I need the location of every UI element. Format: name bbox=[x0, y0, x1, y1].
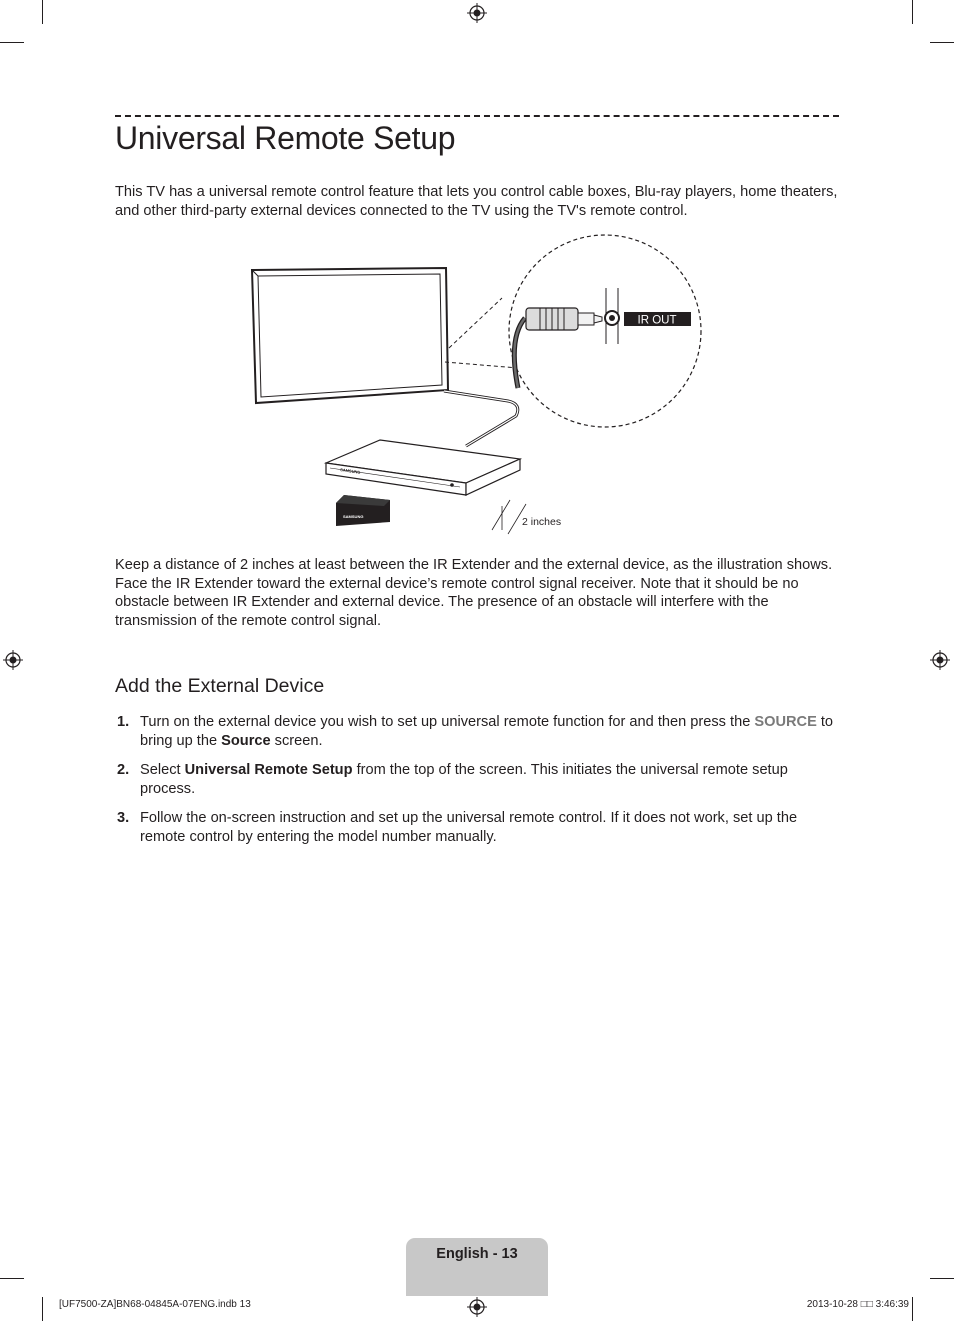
external-device-illustration bbox=[326, 440, 520, 495]
ir-out-label: IR OUT bbox=[637, 314, 677, 327]
crop-mark bbox=[42, 1297, 43, 1321]
ir-extender-illustration bbox=[240, 228, 720, 548]
universal-remote-setup-keyword: Universal Remote Setup bbox=[184, 762, 353, 778]
crop-mark bbox=[0, 42, 24, 43]
list-item bbox=[115, 761, 845, 799]
step-number: 3. bbox=[117, 810, 130, 826]
ir-extender-illustration-block bbox=[336, 495, 390, 526]
section-divider bbox=[115, 115, 839, 117]
crop-mark bbox=[0, 1278, 24, 1279]
crop-mark bbox=[912, 0, 913, 24]
step-text: Follow the on-screen instruction and set up the universal remote control. If it does not work, set up the remote control by entering the model number manually. bbox=[140, 810, 798, 845]
registration-mark-icon bbox=[930, 650, 950, 670]
tv-illustration bbox=[252, 268, 448, 403]
intro-paragraph: This TV has a universal remote control feature that lets you control cable boxes, Blu-ray players, home theaters, and other third-party external devices connected to the TV using the TV's remote control. bbox=[115, 184, 838, 219]
crop-mark bbox=[912, 1297, 913, 1321]
step-text: to bring up the bbox=[140, 714, 834, 749]
step-text: from the top of the screen. This initiates the universal remote setup process. bbox=[140, 762, 788, 797]
step-text: screen. bbox=[270, 733, 323, 749]
step-number: 2. bbox=[117, 762, 130, 778]
source-screen-keyword: Source bbox=[221, 733, 271, 749]
registration-mark-icon bbox=[3, 650, 23, 670]
page-title: Universal Remote Setup bbox=[115, 120, 456, 156]
list-item bbox=[115, 713, 845, 751]
distance-note-paragraph: Keep a distance of 2 inches at least between the IR Extender and the external device, as the illustration shows. Face the IR Extender toward the external device’s remote control signal receiver. Note that it should be no obstacle between IR Extender and external device. The presence of an obstacle will interfere with the transmission of the remote control signal. bbox=[115, 557, 833, 629]
crop-mark bbox=[930, 1278, 954, 1279]
list-item bbox=[115, 809, 845, 847]
distance-label: 2 inches bbox=[522, 516, 562, 528]
steps-list bbox=[115, 713, 845, 857]
extender-brand-label: SAMSUNG bbox=[343, 514, 364, 519]
step-number: 1. bbox=[117, 714, 130, 730]
registration-mark-icon bbox=[467, 1297, 487, 1317]
crop-mark bbox=[930, 42, 954, 43]
crop-mark bbox=[42, 0, 43, 24]
step-text: Select bbox=[140, 762, 185, 778]
print-file-info: [UF7500-ZA]BN68-04845A-07ENG.indb 13 bbox=[59, 1299, 251, 1310]
print-timestamp: 2013-10-28 □□ 3:46:39 bbox=[806, 1299, 909, 1310]
step-text: Turn on the external device you wish to set up universal remote function for and then press the bbox=[140, 714, 755, 730]
page-number-label: English - 13 bbox=[436, 1246, 518, 1262]
device-brand-label: SAMSUNG bbox=[339, 467, 361, 475]
source-button-keyword: SOURCE bbox=[754, 714, 817, 730]
section-heading: Add the External Device bbox=[115, 675, 325, 697]
registration-mark-icon bbox=[467, 3, 487, 23]
